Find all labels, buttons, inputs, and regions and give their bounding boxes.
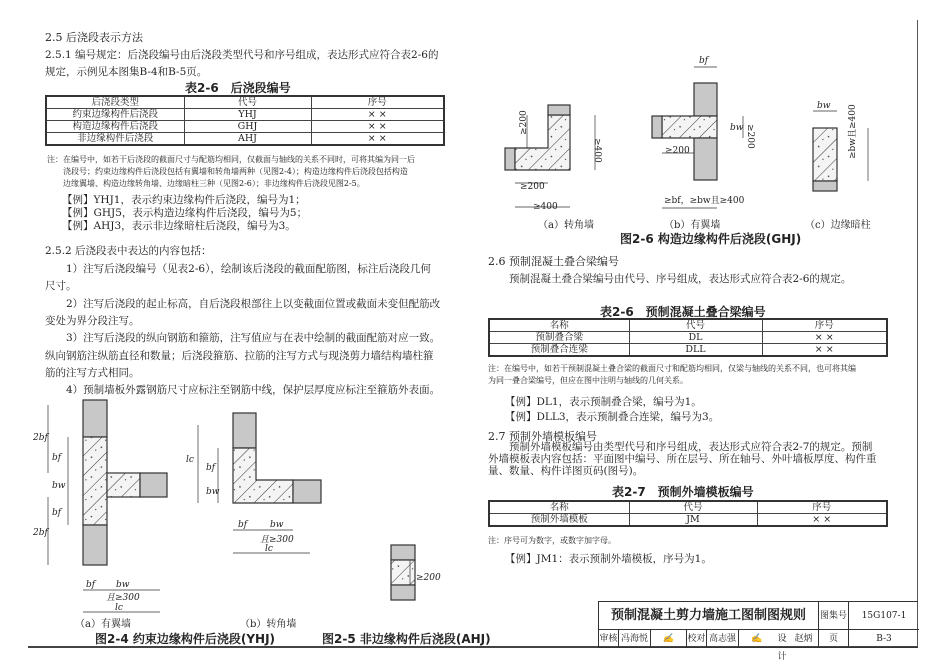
dim-label: 且≥300 bbox=[106, 593, 140, 603]
cell: × × bbox=[311, 133, 444, 146]
dim-label: ≥200 bbox=[745, 124, 755, 149]
table-note: 注：序号可为数字，或数字加字母。 bbox=[488, 536, 616, 545]
example: 【例】AHJ3，表示非边缘暗柱后浇段，编号为3。 bbox=[62, 220, 296, 232]
dim-label: bw bbox=[52, 481, 66, 491]
example: 【例】DLL3，表示预制叠合连梁，编号为3。 bbox=[505, 411, 720, 423]
role-name: 高志强 bbox=[707, 630, 739, 648]
para-line: 纵向钢筋注纵筋直径和数量；后浇段箍筋、拉筋的注写方式与现浇剪力墙结构墙柱箍 bbox=[45, 350, 434, 362]
table-title: 表2-6 后浇段编号 bbox=[185, 81, 291, 95]
para-line: 外墙模板表内容包括：平面图中编号、所在层号、所在轴号、外叶墙板厚度、构件重 bbox=[488, 453, 877, 465]
cell: AHJ bbox=[184, 133, 311, 146]
cell: 预制叠合连梁 bbox=[489, 344, 629, 357]
precast-wall bbox=[140, 473, 167, 497]
role-label: 设计 bbox=[777, 634, 787, 662]
cell: 预制外墙模板 bbox=[489, 514, 629, 527]
post-cast-zone bbox=[107, 473, 140, 497]
dim-label: ≥bf，≥bw且≥400 bbox=[664, 196, 745, 206]
section-2-6-heading: 2.6 预制混凝土叠合梁编号 bbox=[488, 255, 619, 268]
post-cast-zone bbox=[662, 116, 717, 138]
cell: DLL bbox=[629, 344, 762, 357]
note-line: 注：在编号中，如若干预制混凝土叠合梁的截面尺寸和配筋均相同，仅梁与轴线的关系不同，也可将其编 bbox=[488, 364, 856, 373]
dim-label: bw bbox=[817, 101, 831, 111]
post-cast-zone bbox=[83, 437, 107, 525]
role-name: 冯海悦 bbox=[619, 630, 651, 648]
dim-label: ≥400 bbox=[533, 202, 558, 212]
table-title: 表2-7 预制外墙模板编号 bbox=[612, 485, 754, 499]
para-line: 变处为界分段注写。 bbox=[45, 315, 140, 327]
para-line: 3）注写后浇段的纵向钢筋和箍筋，注写值应与在表中绘制的截面配筋对应一致。 bbox=[45, 332, 441, 344]
example: 【例】YHJ1，表示约束边缘构件后浇段，编号为1； bbox=[62, 194, 306, 206]
cell: × × bbox=[311, 121, 444, 133]
dim-label: ≥200 bbox=[520, 182, 545, 192]
fig-2-4b-caption: （b）转角墙 bbox=[240, 619, 297, 630]
header-cell: 代号 bbox=[629, 319, 762, 332]
cell: YHJ bbox=[184, 109, 311, 121]
cell: × × bbox=[311, 109, 444, 121]
precast-wall bbox=[83, 400, 107, 437]
template-table bbox=[488, 500, 888, 527]
precast-wall bbox=[391, 585, 415, 600]
post-cast-table bbox=[45, 95, 445, 146]
dim-label: bw bbox=[206, 487, 220, 497]
cell: DL bbox=[629, 332, 762, 344]
post-cast-zone bbox=[233, 448, 293, 503]
cell: JM bbox=[629, 514, 757, 527]
title-block bbox=[598, 601, 918, 662]
dim-label: ≥400 bbox=[592, 138, 602, 163]
cell: × × bbox=[762, 344, 887, 357]
example: 【例】DL1，表示预制叠合梁，编号为1。 bbox=[505, 396, 702, 408]
header-cell: 后浇段类型 bbox=[46, 96, 184, 109]
header-cell: 序号 bbox=[762, 319, 887, 332]
precast-wall bbox=[233, 413, 256, 448]
fig-2-5-title: 图2-5 非边缘构件后浇段(AHJ) bbox=[322, 632, 491, 646]
cell: × × bbox=[762, 332, 887, 344]
dim-label: 2bf bbox=[33, 528, 48, 538]
precast-wall bbox=[293, 480, 321, 503]
page-number: B-3 bbox=[876, 634, 892, 644]
dim-label: ≥bw且≥400 bbox=[848, 104, 858, 159]
precast-wall bbox=[652, 116, 662, 138]
fig-2-6a-caption: （a）转角墙 bbox=[538, 220, 594, 231]
dim-label: bw bbox=[116, 580, 130, 590]
signature: ✍ bbox=[751, 634, 763, 644]
table-row bbox=[489, 332, 887, 344]
fig-2-6b-caption: （b）有翼墙 bbox=[664, 220, 721, 231]
dim-label: bf bbox=[86, 580, 96, 590]
role-name: 赵炳 bbox=[789, 630, 819, 648]
role-label: 审核 bbox=[599, 630, 619, 648]
fig-2-4-title: 图2-4 约束边缘构件后浇段(YHJ) bbox=[95, 632, 276, 646]
dim-label: bw bbox=[730, 123, 744, 133]
header-cell: 代号 bbox=[184, 96, 311, 109]
precast-wall bbox=[548, 105, 570, 115]
dim-label: ≥200 bbox=[416, 573, 441, 583]
precast-wall bbox=[813, 181, 837, 191]
para-2-5-1: 2.5.1 编号规定：后浇段编号由后浇段类型代号和序号组成，表达形式应符合表2-6的 bbox=[45, 49, 439, 61]
dim-label: bf bbox=[52, 508, 62, 518]
fig-2-6-title: 图2-6 构造边缘构件后浇段(GHJ) bbox=[620, 232, 802, 246]
beam-table bbox=[488, 318, 888, 357]
precast-wall bbox=[83, 525, 107, 565]
table-row bbox=[489, 344, 887, 357]
table-header bbox=[46, 96, 444, 109]
para-line: 2）注写后浇段的起止标高，自后浇段根部往上以变截面位置或截面未变但配筋改 bbox=[45, 298, 441, 310]
dim-label: bf bbox=[238, 520, 248, 530]
cell: 非边缘构件后浇段 bbox=[46, 133, 184, 146]
table-row bbox=[489, 514, 887, 527]
para-2-5-1-cont: 规定，示例见本图集B-4和B-5页。 bbox=[45, 66, 208, 78]
table-row bbox=[46, 109, 444, 121]
table-note bbox=[488, 363, 856, 387]
dim-label: ≥200 bbox=[665, 146, 690, 156]
fig-2-6c-caption: （c）边缘暗柱 bbox=[805, 220, 871, 231]
note-line: 注：在编号中，如若干后浇段的截面尺寸与配筋均相同，仅截面与轴线的关系不同时，可将其编为同一后 bbox=[47, 155, 415, 164]
para-2-5-2: 2.5.2 后浇段表中表达的内容包括： bbox=[45, 245, 212, 257]
header-cell: 名称 bbox=[489, 319, 629, 332]
table-header bbox=[489, 501, 887, 514]
dim-label: bf bbox=[206, 463, 216, 473]
page-label: 页 bbox=[819, 630, 849, 648]
para-line: 筋的注写方式相同。 bbox=[45, 367, 140, 379]
cell: × × bbox=[757, 514, 887, 527]
table-row bbox=[46, 133, 444, 146]
role-label: 校对 bbox=[687, 630, 707, 648]
header-cell: 代号 bbox=[629, 501, 757, 514]
table-header bbox=[489, 319, 887, 332]
fig-2-4-drawings bbox=[30, 390, 480, 650]
precast-wall bbox=[505, 148, 515, 170]
fig-2-4a-caption: （a）有翼墙 bbox=[75, 619, 131, 630]
header-cell: 序号 bbox=[311, 96, 444, 109]
dim-label: bf bbox=[699, 56, 709, 66]
table-note bbox=[47, 154, 415, 190]
precast-wall bbox=[694, 83, 717, 116]
header-cell: 序号 bbox=[757, 501, 887, 514]
note-line: 浇段号；约束边缘构件后浇段包括有翼墙和转角墙两种（见图2-4）；构造边缘构件后浇段包括构造 bbox=[47, 167, 408, 176]
precast-wall bbox=[694, 138, 717, 180]
cell: 约束边缘构件后浇段 bbox=[46, 109, 184, 121]
para-line: 1）注写后浇段编号（见表2-6），绘制该后浇段的截面配筋图，标注后浇段几何 bbox=[45, 263, 431, 275]
section-2-5-heading: 2.5 后浇段表示方法 bbox=[45, 31, 143, 44]
atlas-number: 15G107-1 bbox=[861, 611, 907, 621]
table-title: 表2-6 预制混凝土叠合梁编号 bbox=[600, 305, 766, 319]
dim-label: 且≥300 bbox=[260, 535, 294, 545]
dim-label: bw bbox=[270, 520, 284, 530]
dim-label: lc bbox=[115, 603, 123, 613]
post-cast-zone bbox=[813, 128, 837, 181]
para-line: 量、数量、构件详图页码(图号)。 bbox=[488, 465, 644, 477]
cell: 构造边缘构件后浇段 bbox=[46, 121, 184, 133]
dim-label: bf bbox=[52, 453, 62, 463]
note-line: 边缘翼墙、构造边缘转角墙、边缘暗柱三种（见图2-6）；非边缘构件后浇段见图2-5。 bbox=[47, 179, 365, 188]
dim-label: lc bbox=[265, 544, 273, 554]
para-line: 预制外墙模板编号由类型代号和序号组成，表达形式应符合表2-7的规定。预制 bbox=[488, 441, 873, 453]
section-2-7-heading: 2.7 预制外墙模板编号 bbox=[488, 430, 597, 443]
section-2-6-para: 预制混凝土叠合梁编号由代号、序号组成，表达形式应符合表2-6的规定。 bbox=[488, 273, 852, 285]
signature: ✍ bbox=[651, 630, 687, 648]
cell: 预制叠合梁 bbox=[489, 332, 629, 344]
header-cell: 名称 bbox=[489, 501, 629, 514]
note-line: 为同一叠合梁编号，但应在图中注明与轴线的几何关系。 bbox=[488, 376, 688, 385]
table-row bbox=[46, 121, 444, 133]
cell: GHJ bbox=[184, 121, 311, 133]
post-cast-zone bbox=[391, 560, 415, 585]
atlas-label: 图集号 bbox=[819, 602, 849, 630]
example: 【例】JM1：表示预制外墙模板，序号为1。 bbox=[505, 553, 712, 565]
example: 【例】GHJ5，表示构造边缘构件后浇段，编号为5； bbox=[62, 207, 308, 219]
precast-wall bbox=[391, 545, 415, 560]
dim-label: 2bf bbox=[33, 433, 48, 443]
para-line: 尺寸。 bbox=[45, 280, 77, 292]
dim-label: lc bbox=[186, 455, 194, 465]
dim-label: ≥200 bbox=[519, 110, 529, 135]
drawing-title: 预制混凝土剪力墙施工图制图规则 bbox=[599, 602, 819, 630]
para-line: 4）预制墙板外露钢筋尺寸应标注至钢筋中线，保护层厚度应标注至箍筋外表面。 bbox=[45, 384, 441, 396]
